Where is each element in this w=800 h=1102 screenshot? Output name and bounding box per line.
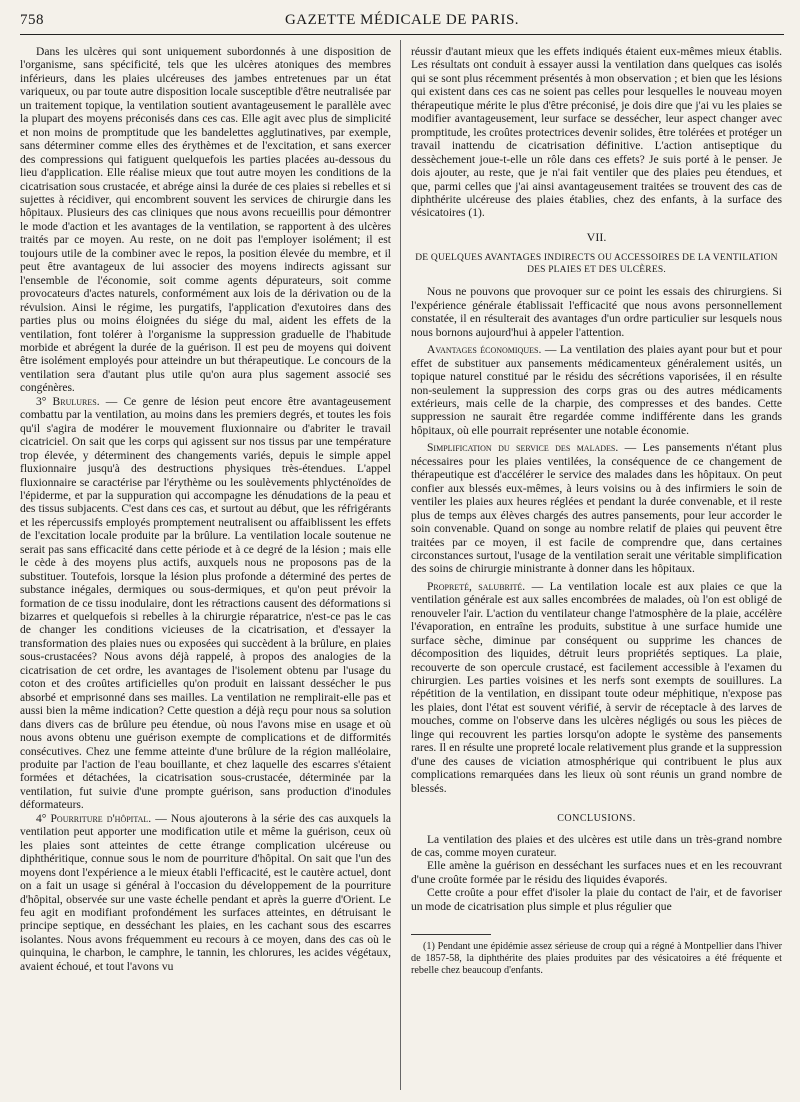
section-number: VII. [586, 229, 607, 244]
label-simplification: Simplification du service des malades. [427, 442, 619, 455]
left-column [20, 46, 391, 974]
journal-title: GAZETTE MÉDICALE DE PARIS. [284, 12, 520, 28]
text-hospital-gangrene: — Nous ajouterons à la série des cas auxquels la ventilation peut apporter une modification utile et même la guérison, ceux où les plaies sont atteintes de cette étrange complication ulcéreuse ou diphthéritique, connue sous le nom de pourriture d'hôpital. On sait que l'un des moyens dont l'expérience a le mieux établi l'efficacité, est le cautère actuel, dont on a fait un usage si général à l'occasion du développement de la pourriture d'hôpital, observée sur une vaste échelle pendant et après la guerre d'Orient. Le feu agit en modifiant profondément les surfaces atteintes, en détruisant le principe septique, en desséchant les plaies, en les cachant sous des escarres isolantes. Nous avons fréquemment eu recours à ce moyen, dans des cas où le quinquina, le charbon, le camphre, le tannin, les chlorures, les acides végétaux, avaient échoué, et tout l'avons vu [20, 812, 392, 973]
right-column [411, 46, 782, 977]
label-economic: Avantages économiques. [427, 344, 542, 357]
conclusion-2: Elle amène la guérison en desséchant les surfaces nues et en les recouvrant d'une croûte formée par le résidu des liquides évaporés. [411, 860, 782, 886]
footnote: (1) Pendant une épidémie assez sérieuse de croup qui a régné à Montpellier dans l'hiver de 1857-58, la diphthérite des plaies produites par des vésicatoires a été fréquente et rebelle chez beaucoup d'enfants. [411, 941, 782, 977]
paragraph-intro: Nous ne pouvons que provoquer sur ce point les essais des chirurgiens. Si l'expérience générale établissait l'efficacité que nous avons personnellement constatée, il en résulterait des avantages d'un ordre particulier sur lesquels nous nous bornons aujourd'hui à appeler l'attention. [411, 286, 782, 339]
paragraph-continuation: réussir d'autant mieux que les effets indiqués étaient eux-mêmes mieux établis. Les résultats ont conduit à essayer aussi la ventilation dans quelques cas isolés qui se sont plus récemment présentés à mon observation ; et bien que les lésions qui existent dans ces cas ne soient pas celles pour lesquelles le nouveau moyen thérapeutique mérite le plus d'être préconisé, je dois dire que j'ai vu les plaies se modifier avantageusement, leur surface se dessécher, leur aspect changer avec promptitude, les croûtes protectrices devenir solides, être tolérées et protéger un travail inattendu de cicatrisation définitive. L'action antiseptique du dessèchement joue-t-elle un rôle dans ces effets? Je suis porté à le penser. Je dois ajouter, au reste, que je n'ai fait ventiler que des plaies peu étendues, et que, parmi celles que j'ai ainsi avantageusement traitées se trouvent des cas de diphthérite ulcéreuse des plaies établies, chez des enfants, à la surface des vésicatoires (1). [411, 46, 782, 220]
conclusion-3: Cette croûte a pour effet d'isoler la plaie du contact de l'air, et de favoriser un mode de cicatrisation plus simple et plus régulier que [411, 887, 782, 913]
paragraph-ulcers: Dans les ulcères qui sont uniquement subordonnés à une disposition de l'organisme, sans spécificité, tels que les ulcères atoniques des membres inférieurs, dans les plaies ulcéreuses des jambes entretenues par un état variqueux, ou par toute autre disposition locale susceptible d'être neutralisée par un traitement topique, la ventilation soutient avantageusement le parallèle avec la plupart des moyens préconisés dans ces cas. Elle agit avec plus de simplicité et non moins de promptitude que les bandelettes agglutinatives, par exemple, sans déterminer comme elles des érythèmes et de l'excitation, et sans exercer des compressions qui fatiguent quelquefois les parties placées au-dessous du lieu d'application. Elle réalise mieux que tout autre moyen les conditions de la cicatrisation sous crustacée, et abrége ainsi la durée de ces plaies si rebelles et si sujettes à récidiver, qui encombrent souvent les services de chirurgie dans les hôpitaux. Plusieurs des cas cliniques que nous avons recueillis pour démontrer le mode d'action et les avantages de la ventilation, se rapportent à des ulcères traités par ce moyen. Au reste, on ne doit pas l'employer isolément; il est toujours utile de la combiner avec le repos, la position élevée du membre, et il peut être avantageux de lui associer des moyens indirects agissant sur l'ensemble de l'économie, soit comme agents dépurateurs, soit comme provocateurs d'actes naturels, conformément aux lois de la dérivation ou de la révulsion. Ainsi le régime, les purgatifs, l'application d'exutoires dans des parties plus ou moins éloignées du siége du mal, aident les effets de la ventilation, font tolérer à l'organisme la suppression graduelle de l'habitude morbide et abrégent la durée de la guérison. Il est peu de moyens qui doivent être isolément employés pour atteindre un but thérapeutique. Le concours de la ventilation sera d'autant plus utile qu'on aura plus sagement associé ses congénères. [20, 46, 391, 395]
paragraph-simplification [411, 442, 782, 577]
paragraph-cleanliness [411, 581, 782, 796]
label-burns: 3° Brulures. [36, 395, 100, 408]
conclusions-heading: CONCLUSIONS. [557, 813, 636, 825]
label-cleanliness: Propreté, salubrité. [427, 580, 526, 593]
paragraph-hospital-gangrene [20, 813, 391, 974]
text-cleanliness: — La ventilation locale est aux plaies ce que la ventilation générale est aux salles encombrées de malades, où l'on est obligé de renouveler l'air. L'action du ventilateur change l'atmosphère de la plaie, accélère l'évaporation, en entraîne les produits, substitue à une surface humide une surface sèche, diminue par conséquent ou supprime les chances de décomposition des liquides, détruit leurs propriétés septiques. La plaie, recouverte de son opercule crustacé, est facilement accessible à l'examen du chirurgien. Les parties voisines et les nerfs sont exempts de souillures. La répétition de la ventilation, en dissipant toute odeur méphitique, n'expose pas les plaies, dont l'état est souvent vérifié, à servir de réceptacle à des larves de mouches, comme on l'observe dans les ulcères négligés ou sous les pièces de linge qui recouvrent les parties lorsqu'on adopte le système des pansements rares. Il en résulte une propreté locale relativement plus grande et la suppression d'une des causes de viciation atmosphérique qui contribuent le plus aux complications remarquées dans les lieux où sont réunis un grand nombre de blessés. [411, 580, 783, 795]
page-number: 758 [20, 12, 44, 28]
column-divider [400, 40, 401, 1090]
page-header [20, 12, 784, 35]
text-burns: — Ce genre de lésion peut encore être avantageusement combattu par la ventilation, au moins dans les premiers degrés, et toutes les fois qu'il s'agira de modérer le mouvement fluxionnaire ou d'abriter le travail cicatriciel. On sait que les corps qui agissent sur nos tissus par une température trop élevée, y déterminent des changements variés, depuis le simple appel fluxionnaire jusqu'à des destructions physiques très-étendues. L'appel fluxionnaire se caractérise par l'érythème ou les soulèvements phlycténoïdes de l'épiderme, et par la suppuration qui accompagne les dénudations de la peau et des tissus subjacents. C'est dans ces cas, et surtout au début, que les réfrigérants et les répercussifs employés promptement neutralisent ou affaiblissent les effets de l'excitation locale produite par la brûlure. La ventilation locale soutenue ne serait pas sans efficacité dans cette période et à ce degré de la lésion ; mais elle le cède à des moyens plus actifs, auxquels nous ne proposons pas de la substituer. Toutefois, lorsque la lésion plus profonde a déterminé des pertes de substance inégales, dermiques ou sous-dermiques, et qu'on peut prévoir la formation de ce tissu inodulaire, dont les rétractions causent des déformations si bizarres et quelquefois si rebelles à la chirurgie réparatrice, n'est-ce pas le cas de changer les conditions vicieuses de la cicatrisation, et d'essayer la transformation des plaies nues ou exposées qui succèdent à la brûlure, en plaies sous-crustacées? Nous avons déjà rappelé, à propos des analogies de la cicatrisation de cet ordre, les avantages de l'isolement obtenu par l'usage du coton et des croûtes artificielles qu'on produit en laissant dessécher le pus absorbé et emprisonné dans ses mailles. La ventilation ne remplirait-elle pas et aussi bien la même indication? Cette question a déjà reçu pour nous sa solution dans divers cas de brûlure peu étendue, où nous l'avons mise en usage et où nous avons obtenu une guérison exempte de complications et de difformités consécutives. Chez une femme atteinte d'une brûlure de la région malléolaire, produite par l'action de l'eau bouillante, et chez laquelle des escarres s'étaient formées et détachées, la cicatrisation sous-crustacée, déterminée par la ventilation, fut suivie d'une prompte guérison, sans production d'inodules déformateurs. [20, 395, 391, 812]
text-economic: — La ventilation des plaies ayant pour but et pour effet de substituer aux pansements médicamenteux généralement usités, un topique naturel constitué par le résidu des sécrétions vaporisées, il en résulte non-seulement la suppression des corps gras ou des autres médicaments extérieurs, mais celle de la charpie, des compresses et des bandes. Cette suppression ne saurait être regardée comme indifférente dans les grands hôpitaux, où elle pourrait représenter une notable économie. [411, 344, 782, 437]
section-heading: DE QUELQUES AVANTAGES INDIRECTS OU ACCESSOIRES DE LA VENTILATION DES PLAIES ET DES ULCÈRES. [415, 253, 778, 276]
label-hospital-gangrene: 4° Pourriture d'hôpital. [36, 812, 152, 825]
conclusion-1: La ventilation des plaies et des ulcères est utile dans un très-grand nombre de cas, comme moyen curateur. [411, 833, 782, 860]
paragraph-burns [20, 396, 391, 813]
footnote-rule [411, 934, 491, 935]
journal-page [20, 12, 784, 1094]
paragraph-economic [411, 344, 782, 438]
text-simplification: — Les pansements n'étant plus nécessaires pour les plaies ventilées, la conséquence de ce changement de thérapeutique est d'accélérer le service des malades dans les hôpitaux. On peut confier aux blessés eux-mêmes, à leurs voisins ou à des infirmiers le soin de ventiler les plaies aux heures réglées et pendant la durée convenable, et il reste plus de temps aux élèves chargés des autres pansements, pour leur accorder le soin convenable. Quand on songe au nombre relatif de plaies qui peuvent être traitées par ce moyen, il est facile de comprendre que, dans certaines circonstances surtout, l'usage de la ventilation serait une véritable simplification des soins de chirurgie ministrante à donner dans les hôpitaux. [411, 442, 782, 576]
